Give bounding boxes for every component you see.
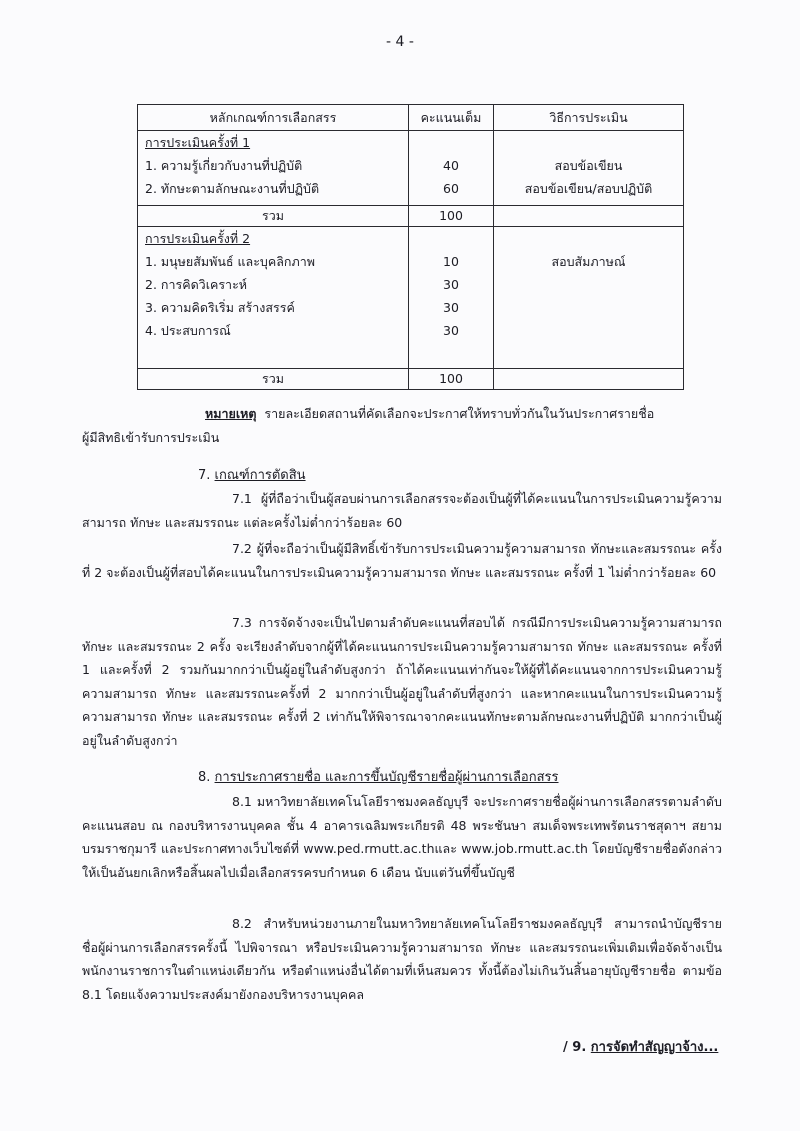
page-number: - 4 - [386,34,414,50]
table-header-row [138,105,684,131]
note-text: รายละเอียดสถานที่คัดเลือกจะประกาศให้ทราบทั่วกันในวันประกาศรายชื่อ [264,406,655,421]
method-value: สอบข้อเขียน/สอบปฏิบัติ [524,181,653,196]
criteria-item: 2. การคิดวิเคราะห์ [145,277,248,292]
section-2-title: การประเมินครั้งที่ 2 [145,231,251,246]
score-value: 40 [443,158,459,173]
next-page-reference [563,1036,718,1057]
paragraph-7-2: 7.2 ผู้ที่จะถือว่าเป็นผู้มีสิทธิ์เข้ารับการประเมินความรู้ความสามารถ ทักษะและสมรรถนะ ครั้งที่ 2 จะต้องเป็นผู้ที่สอบได้คะแนนในการประเมินความรู้ความสามารถ ทักษะ และสมรรถนะ ครั้งที่ 1 ไม่ต่ำกว่าร้อยละ 60 [82,541,722,580]
next-section-prefix: / 9. [563,1040,587,1055]
section-1-title: การประเมินครั้งที่ 1 [145,135,251,150]
total-label: รวม [138,206,409,227]
section-1-total-row [138,206,684,227]
section-2-total-row [138,369,684,390]
score-value: 30 [443,300,459,315]
note-label: หมายเหตุ [205,406,257,421]
section-number: 8. [198,770,211,785]
selection-criteria-table [137,104,684,390]
total-score: 100 [409,369,494,390]
criteria-item: 1. ความรู้เกี่ยวกับงานที่ปฏิบัติ [145,158,303,173]
note-paragraph [82,402,722,449]
total-label: รวม [138,369,409,390]
score-value: 30 [443,323,459,338]
criteria-item: 3. ความคิดริเริ่ม สร้างสรรค์ [145,300,295,315]
criteria-item: 1. มนุษยสัมพันธ์ และบุคลิกภาพ [145,254,315,269]
score-value: 30 [443,277,459,292]
section-title: การประกาศรายชื่อ และการขึ้นบัญชีรายชื่อผู้ผ่านการเลือกสรร [214,770,559,785]
header-method: วิธีการประเมิน [494,105,684,131]
section-7-heading [198,464,306,485]
section-number: 7. [198,468,211,483]
paragraph-7-3: 7.3 การจัดจ้างจะเป็นไปตามลำดับคะแนนที่สอบได้ กรณีมีการประเมินความรู้ความสามารถ ทักษะ และสมรรถนะ 2 ครั้ง จะเรียงลำดับจากผู้ที่ได้คะแนนการประเมินความรู้ความสามารถ ทักษะ และสมรรถนะ ครั้งที่ 1 และครั้งที่ 2 รวมกันมากกว่าเป็นผู้อยู่ในลำดับสูงกว่า ถ้าได้คะแนนเท่ากันจะให้ผู้ที่ได้คะแนนจากการประเมินความรู้ ความสามารถ ทักษะ และสมรรถนะครั้งที่ 2 มากกว่าเป็นผู้อยู่ในลำดับที่สูงกว่า และหากคะแนนในการประเมินความรู้ความสามารถ ทักษะ และสมรรถนะ ครั้งที่ 2 เท่ากันให้พิจารณาจากคะแนนทักษะตามลักษณะงานที่ปฏิบัติ มากกว่าเป็นผู้อยู่ในลำดับสูงกว่า [82,615,722,748]
paragraph-8-2: 8.2 สำหรับหน่วยงานภายในมหาวิทยาลัยเทคโนโลยีราชมงคลธัญบุรี สามารถนำบัญชีรายชื่อผู้ผ่านการเลือกสรรครั้งนี้ ไปพิจารณา หรือประเมินความรู้ความสามารถ ทักษะ และสมรรถนะเพิ่มเติมเพื่อจัดจ้างเป็นพนักงานราชการในตำแหน่งเดียวกัน หรือตำแหน่งอื่นได้ตามที่เห็นสมควร ทั้งนี้ต้องไม่เกินวันสิ้นอายุบัญชีรายชื่อ ตามข้อ 8.1 โดยแจ้งความประสงค์มายังกองบริหารงานบุคคล [82,916,722,1002]
total-score: 100 [409,206,494,227]
section-title: เกณฑ์การตัดสิน [214,468,306,483]
header-criteria: หลักเกณฑ์การเลือกสรร [138,105,409,131]
section-2-body [138,227,684,369]
score-value: 60 [443,181,459,196]
note-text-cont: ผู้มีสิทธิเข้ารับการประเมิน [82,429,220,445]
section-8-heading [198,766,559,787]
next-section-title: การจัดทำสัญญาจ้าง... [590,1040,719,1055]
header-full-score: คะแนนเต็ม [409,105,494,131]
section-1-body [138,131,684,206]
criteria-item: 4. ประสบการณ์ [145,323,231,338]
paragraph-7-1: 7.1 ผู้ที่ถือว่าเป็นผู้สอบผ่านการเลือกสรรจะต้องเป็นผู้ที่ได้คะแนนในการประเมินความรู้ความสามารถ ทักษะ และสมรรถนะ แต่ละครั้งไม่ต่ำกว่าร้อยละ 60 [82,491,722,530]
method-value: สอบสัมภาษณ์ [551,254,626,269]
criteria-item: 2. ทักษะตามลักษณะงานที่ปฏิบัติ [145,181,320,196]
paragraph-8-1: 8.1 มหาวิทยาลัยเทคโนโลยีราชมงคลธัญบุรี จะประกาศรายชื่อผู้ผ่านการเลือกสรรตามลำดับคะแนนสอบ ณ กองบริหารงานบุคคล ชั้น 4 อาคารเฉลิมพระเกียรติ 48 พระชันษา สมเด็จพระเทพรัตนราชสุดาฯ สยามบรมราชกุมารี และประกาศทางเว็บไซต์ที่ www.ped.rmutt.ac.thและ www.job.rmutt.ac.th โดยบัญชีรายชื่อดังกล่าวให้เป็นอันยกเลิกหรือสิ้นผลไปเมื่อเลือกสรรครบกำหนด 6 เดือน นับแต่วันที่ขึ้นบัญชี [82,794,722,880]
score-value: 10 [443,254,459,269]
method-value: สอบข้อเขียน [554,158,623,173]
